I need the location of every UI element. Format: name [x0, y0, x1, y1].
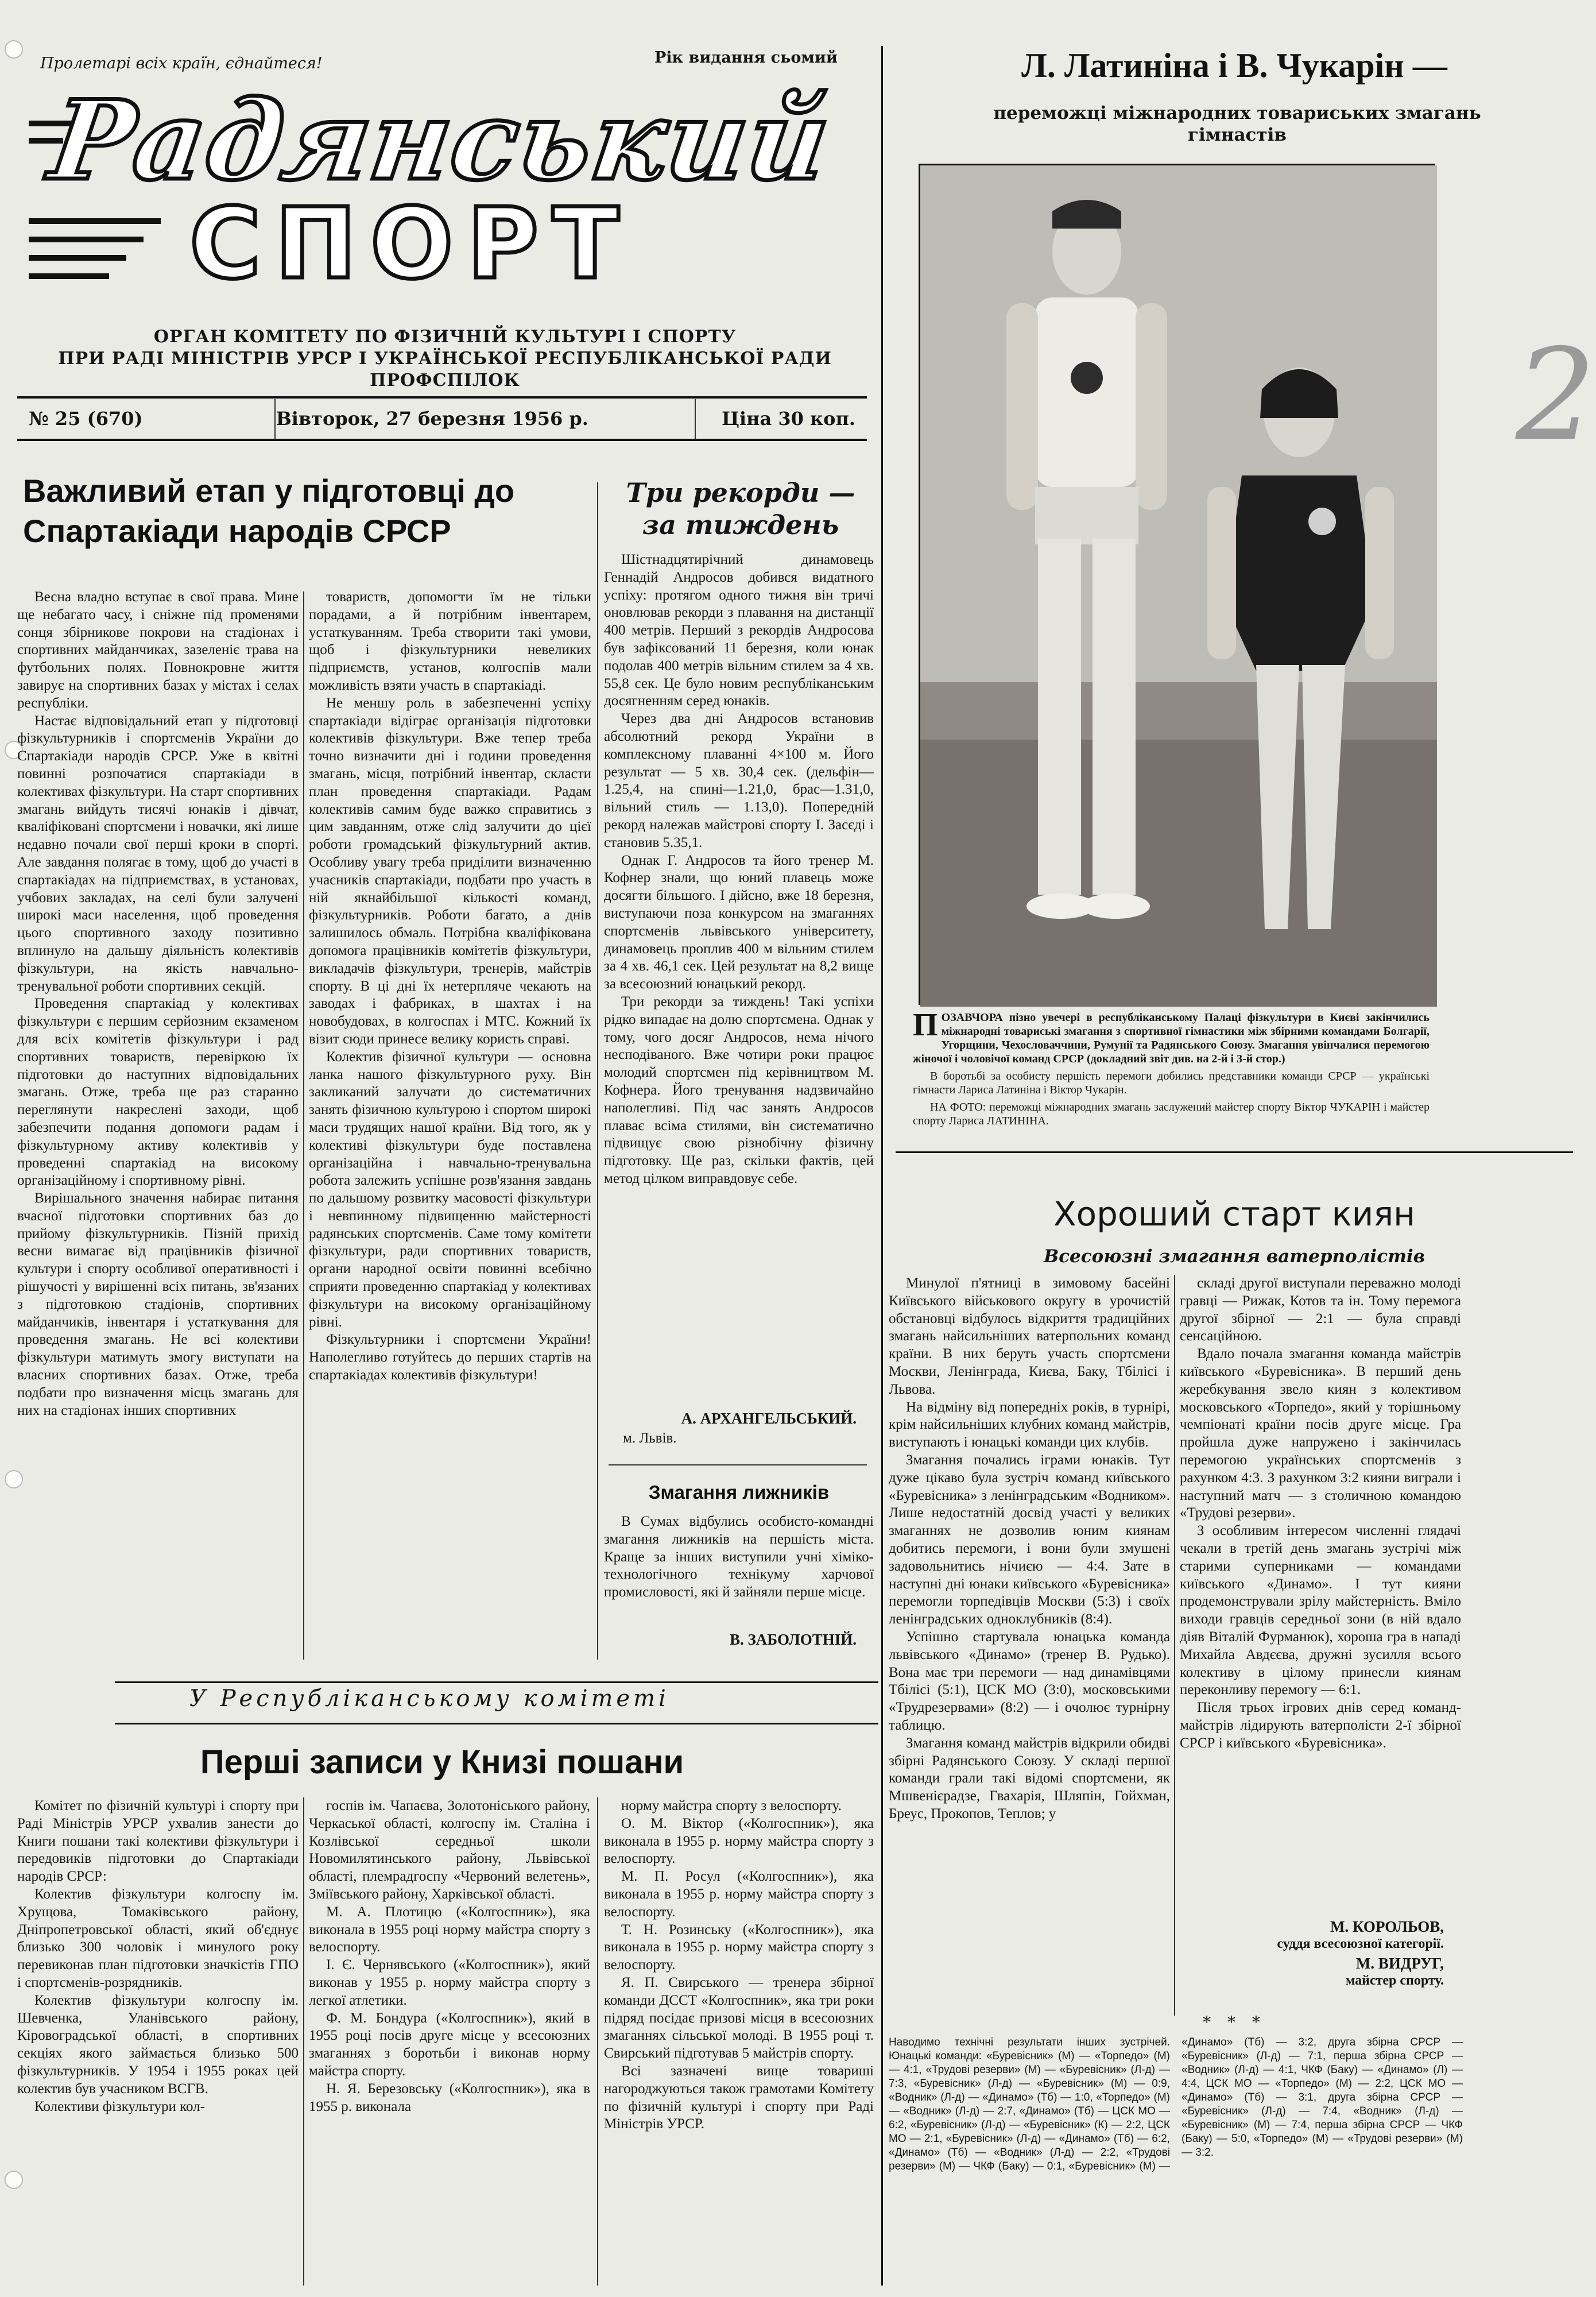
- paragraph: Н. Я. Березовську («Колгоспник»), яка в 1955 р. виконала: [309, 2081, 590, 2114]
- waterpolo-col2: [1180, 1275, 1461, 1907]
- masthead-title-line1: Радянський: [42, 76, 838, 204]
- waterpolo-col1: [889, 1275, 1170, 2016]
- pencil-mark: 2: [1516, 322, 1596, 469]
- spartakiad-headline: Важливий етап у підготовці до Спартакіади народів СРСР: [23, 473, 515, 549]
- gymnasts-photo: [919, 164, 1435, 1005]
- paragraph: Проведення спартакіад у колективах фізкультури є першим серйозним екзаменом для всіх комітетів фізкультури і рад спортивних товариств, перевіркою їх підготовки до наступних відповідальних змагань. Отже, треба ще раз старанно переглянути накреслені заходи, щоб забезпечити подання допомоги радам і фізкультурному активу колективів у проведенні спартакіад на високому організаційному і спортивному рівні.: [17, 996, 299, 1189]
- paragraph: В Сумах відбулись особисто-командні змагання лижників на першість міста. Краще за інших виступили учні хіміко-технологічного технікуму харчової промисловості, які й зайняли перше місце.: [604, 1514, 874, 1600]
- waterpolo-subheadline: Всесоюзні змагання ватерполістів: [1043, 1246, 1425, 1267]
- waterpolo-headline: Хороший старт киян: [1053, 1194, 1416, 1233]
- gymnasts-headline: Л. Латиніна і В. Чукарін —: [1021, 47, 1447, 84]
- committee-headline: Перші записи у Книзі пошани: [200, 1743, 684, 1781]
- paragraph: Успішно стартувала юнацька команда львівського «Динамо» (тренер В. Рудько). Вона має три перемоги — над динамівцями Тбілісі (5:1), ЦСК МО (3:0), московськими «Трудрезервами» (8:2) — і очолює турнірну таблицю.: [889, 1629, 1170, 1733]
- paragraph: Всі зазначені вище товариші нагороджуються також грамотами Комітету по фізичній культурі і спорту при Раді Міністрів УРСР.: [604, 2063, 874, 2132]
- stars-divider: * * *: [1203, 2013, 1266, 2032]
- caption-text: ОЗАВЧОРА пізно увечері в республіканському Палаці фізкультури в Києві закінчились міжнародні товариські змагання з спортивної гімнастики між збірними командами Болгарії, Угорщини, Чехословаччини, Румунії та Радянського Союзу. Змагання увінчалися перемогою жіночої і чоловічої команд СРСР (докладний звіт див. на 2-й і 3-й стор.): [913, 1011, 1430, 1065]
- waterpolo-signature-2-role: майстер спорту.: [1345, 1973, 1444, 1988]
- paragraph: Весна владно вступає в свої права. Мине ще небагато часу, і сніжне під променями сонця збірникове покрови на стадіонах і спортивних майданчиках, зазеленіє трава на футбольних полях. Повнокровне життя завирує на спортивних базах у містах і селах республіки.: [17, 589, 299, 711]
- paragraph: Настає відповідальний етап у підготовці фізкультурників і спортсменів України до Спартакіади народів СРСР. Уже в квітні повинні розпочатися спартакіади в колективах фізкультури. На старт спортивних змагань вийдуть тисячі юнаків і дівчат, кваліфіковані спортсмени і новачки, які лише недавно почали свої перші кроки в спорті. Але завдання полягає в тому, щоб до участі в спартакіадах на підприємствах, в установах, учбових закладах, на селі були залучені широкі маси населення, щоб проведення цього спортивного заходу позитивно вплинуло на дальшу діяльність колективів фізкультури, на якість навчально-тренувальної роботи спортивних секцій.: [17, 713, 299, 994]
- caption-paragraph: НА ФОТО: переможці міжнародних змагань заслужений майстер спорту Віктор ЧУКАРІН і майстер спорту Лариса ЛАТИНІНА.: [913, 1101, 1430, 1127]
- caption-paragraph: [913, 1007, 1430, 1066]
- paragraph: товариств, допомогти їм не тільки порадами, а й потрібним інвентарем, устаткуванням. Треба створити такі умови, щоб і фізкультурники невеликих підприємств, установ, колгоспів мали можливість взяти участь в спартакіаді.: [309, 589, 591, 693]
- committee-kicker: У Республіканському комітеті: [189, 1685, 669, 1712]
- paragraph: О. М. Віктор («Колгоспник»), яка виконала в 1955 р. норму майстра спорту з велоспорту.: [604, 1815, 874, 1867]
- paragraph: Фізкультурники і спортсмени України! Наполегливо готуйтесь до перших стартів на спартакіадах колективів фізкультури!: [309, 1332, 591, 1383]
- paragraph: Змагання почались іграми юнаків. Тут дуже цікаво була зустріч команд київського «Буревісника» з ленінградським «Водником». Лише недостатній досвід участі у великих змаганнях не дозволив юним киянам добитись перемоги, і вони були змушені задовольнитись нічиєю — 4:4. Зате в наступні дні юнаки київського «Буревісника» перемогли торпедівців Москви (5:3) і своїх ленінградських одноклубників (8:4).: [889, 1452, 1170, 1627]
- photo-athletes-illustration: [920, 165, 1437, 1007]
- year-line: Рік видання сьомий: [654, 49, 838, 67]
- organ-line: [23, 326, 867, 392]
- punch-hole: [5, 40, 23, 59]
- paragraph: Ф. М. Бондура («Колгоспник»), який в 1955 році посів друге місце у всесоюзних змаганнях з боротьби і виконав норму майстра спорту.: [309, 2010, 590, 2079]
- waterpolo-results: Наводимо технічні результати інших зустрічей. Юнацькі команди: «Буревісник» (М) — «Торпедо» (М) — 4:1, «Трудові резерви» (М) — «Буревісник» (Л-д) — 7:3, «Буревісник» (Л-д) — «Буревісник» (М) — 0:9, «Водник» (Л-д) — «Динамо» (Тб) — 1:0, «Торпедо» (М) — «Водник» (Л-д) — 2:7, «Динамо» (Тб) — ЦСК МО — 6:2, «Буревісник» (Л-д) — «Буревісник» (К) — 2:2, ЦСК МО — 2:1, «Буревісник» (Л-д) — «Динамо» (Тб) — 6:2, «Динамо» (Тб) — «Водник» (Л-д) — 2:2, «Трудові резерви» (М) — ЧКФ (Баку) — 0:1, «Буревісник» (М) — «Динамо» (Тб) — 3:2, друга збірна СРСР — «Буревісник» (Л-д) — 7:1, перша збірна СРСР — «Водник» (Л-д) — 4:1, ЧКФ (Баку) — «Динамо» (Л) — 4:4, ЦСК МО — «Торпедо» (М) — 2:2, ЦСК МО — «Динамо» (Тб) — 3:1, друга збірна СРСР — «Буревісник» (Л-д) — 7:4, «Водник» (Л-д) — «Буревісник» (М) — 7:4, перша збірна СРСР — ЧКФ (Баку) — 5:0, «Торпедо» (М) — «Трудові резерви» (М) — 3:2.: [889, 2036, 1463, 2172]
- paragraph: Колектив фізкультури колгоспу ім. Хрущова, Томаківського району, Дніпропетровської області, який об'єднує близько 300 чоловік і минулого року перевиконав план підготовки значкістів ГПО і спортсменів-розрядників.: [17, 1886, 299, 1990]
- gymnasts-subheadline: переможці міжнародних товариських змагань гімнастів: [993, 103, 1481, 145]
- paragraph: З особливим інтересом численні глядачі чекали в третій день змагань зустрічі між старими суперниками — командами київського «Динамо». І тут кияни продемонстрували зрілу майстерність. Вміло виходи гравців середньої зони (в ній вдало діяв Віталій Фурманюк), хороша гра в нападі Михайла Авдєєва, дружні зусилля всього колективу в цілому принесли киянам переконливу перемогу — 6:1.: [1180, 1523, 1461, 1698]
- paragraph: Після трьох ігрових днів серед команд-майстрів лідирують ватерполісти 2-ї збірної СРСР і київського «Буревісника».: [1180, 1700, 1461, 1751]
- issue-price: Ціна 30 коп.: [721, 408, 855, 430]
- paragraph: І. Є. Чернявського («Колгоспник»), який виконав у 1955 р. норму майстра спорту з легкої атлетики.: [309, 1957, 590, 2008]
- gymnasts-caption: [913, 1007, 1430, 1134]
- paragraph: Колектив фізкультури колгоспу ім. Шевченка, Уланівського району, Кіровоградської області, в спортивних секціях якого займається близько 500 фізкультурників. У 1954 і 1955 роках цей колектив був учасником ВСГВ.: [17, 1992, 299, 2097]
- paragraph: норму майстра спорту з велоспорту.: [621, 1798, 842, 1813]
- records-headline: Три рекорди — за тиждень: [626, 477, 855, 540]
- caption-drop-cap: П: [913, 1007, 938, 1043]
- waterpolo-signature-2: М. ВИДРУГ,: [1355, 1955, 1444, 1972]
- paragraph: Колективи фізкультури кол-: [34, 2098, 205, 2114]
- committee-col3: [604, 1797, 874, 2286]
- paragraph: Вдало почала змагання команда майстрів київського «Буревісника». В перший день жеребкування звело киян з колективом московського «Торпедо», який у торішньому чемпіонаті країни посів друге місце. Гра пройшла дуже напружено і закінчилась перемогою українських спортсменів з рахунком 4:3. З рахунком 3:2 кияни виграли і наступний матч — з столичною командою «Трудові резерви».: [1180, 1346, 1461, 1521]
- committee-col2: [309, 1797, 590, 2286]
- paragraph: Я. П. Свирського — тренера збірної команди ДССТ «Колгоспник», яка три роки підряд посідає призові місця в всесоюзних змаганнях сільської молоді. В 1955 році т. Свирський підготував 5 майстрів спорту.: [604, 1974, 874, 2062]
- paragraph: Шістнадцятирічний динамовець Геннадій Андросов добився видатного успіху: протягом одного тижня він тричі оновлював рекорди з плавання на дистанції 400 метрів. Перший з рекордів Андросова був зафіксований 11 березня, коли юнак подолав 400 метрів вільним стилем за 4 хв. 55,8 сек. Це було новим республіканським досягненням серед юнаків.: [604, 552, 874, 709]
- paragraph: Змагання команд майстрів відкрили обидві збірні Радянського Союзу. У складі першої команди грали такі відомі спортсмени, як Мшвенієрадзе, Гвахарія, Шляпін, Гойхман, Бреус, Прокопов, Теплов; у: [889, 1735, 1170, 1822]
- paragraph: Не меншу роль в забезпеченні успіху спартакіади відіграє організація підготовки колективів фізкультури. Вже тепер треба точно визначити дні і години проведення змагань, місця, потрібний інвентар, скласти план проведення спартакіади. Радам колективів самим буде важко справитись з цим завданням, отже слід залучити до цієї роботи громадський фізкультурний актив. Особливу увагу треба приділити визначенню учасників спартакіади, подбати про участь в ній якнайбільшої кількості команд, фізкультурників. Роботи багато, а днів залишилось обмаль. Потрібна кваліфікована допомога працівників комітетів фізкультури, викладачів фізкультури, тренерів, майстрів спорту. В ці дні їх нетерпляче чекають на заводах і фабриках, в шахтах і на новобудовах, в колгоспах і МТС. Кожний їх візит сюди принесе велику користь справі.: [309, 695, 591, 1047]
- paragraph: Через два дні Андросов встановив абсолютний рекорд України в комплексному плаванні 4×100 м. Його результат — 5 хв. 30,4 сек. (дельфін—1.25,4, на спині—1.21,0, брас—1.31,0, вільний стиль — 1.13,0). Попередній рекорд належав майстрові спорту І. Засєді і становив 5.35,1.: [604, 711, 874, 850]
- slogan: Пролетарі всіх країн, єднайтеся!: [40, 55, 323, 72]
- records-signature: А. АРХАНГЕЛЬСЬКИЙ.: [681, 1410, 857, 1427]
- organ-line-2: ПРИ РАДІ МІНІСТРІВ УРСР І УКРАЇНСЬКОЇ РЕСПУБЛІКАНСЬКОЇ РАДИ ПРОФСПІЛОК: [58, 349, 832, 390]
- spartakiad-col2: [309, 589, 591, 1660]
- skiers-signature: В. ЗАБОЛОТНІЙ.: [730, 1631, 857, 1648]
- issue-date: Вівторок, 27 березня 1956 р.: [276, 408, 588, 430]
- spartakiad-col1: [17, 589, 299, 1660]
- paragraph: Три рекорди за тиждень! Такі успіхи рідко випадає на долю спортсмена. Однак у тому, чого досяг Андросов, нема нічого несподіваного. Вже чотири роки працює молодий спортсмен під керівництвом М. Кофнера. Його тренування надзвичайно наполегливі. Під час занять Андросов плаває всіма стилями, він систематично підвищує свою різнобічну фізичну підготовку. Ще раз, скільки фактів, цей метод цілком виправдовує себе.: [604, 993, 874, 1186]
- issue-bar: [17, 396, 867, 441]
- waterpolo-signature-1: М. КОРОЛЬОВ,: [1330, 1918, 1444, 1935]
- paragraph: М. П. Росул («Колгоспник»), яка виконала в 1955 р. норму майстра спорту з велоспорту.: [604, 1869, 874, 1920]
- paragraph: складі другої виступали переважно молоді гравці — Рижак, Котов та ін. Тому перемога другої збірної — 2:1 — була справді сенсаційною.: [1180, 1275, 1461, 1344]
- paragraph: Т. Н. Розинську («Колгоспник»), яка виконала в 1955 р. норму майстра спорту з велоспорту.: [604, 1921, 874, 1973]
- issue-number: № 25 (670): [29, 408, 143, 430]
- paragraph: На відміну від попередніх років, в турнірі, крім найсильніших клубних команд майстрів, виступають і юнацькі команди цих клубів.: [889, 1399, 1170, 1451]
- masthead-logo: [29, 76, 838, 310]
- masthead-title-line2: СПОРТ: [189, 187, 633, 301]
- records-body: [604, 551, 874, 1407]
- caption-paragraph: В боротьбі за особисту першість перемоги добились представники команди СРСР — українські гімнасти Лариса Латиніна і Віктор Чукарін.: [913, 1070, 1430, 1096]
- paragraph: Минулої п'ятниці в зимовому басейні Київського військового округу в урочистій обстановці відбулось відкриття традиційних змагань найсильніших ватерпольних команд країни. В них беруть участь спортсмени Москви, Ленінграда, Києва, Баку, Тбілісі і Львова.: [889, 1275, 1170, 1397]
- skiers-headline: Змагання лижників: [648, 1482, 830, 1503]
- committee-col1: [17, 1797, 299, 2286]
- paragraph: Комітет по фізичній культурі і спорту при Раді Міністрів УРСР ухвалив занести до Книги пошани такі колективи фізкультури і передовиків підготовки до Спартакіади народів СРСР:: [17, 1798, 299, 1885]
- organ-line-1: ОРГАН КОМІТЕТУ ПО ФІЗИЧНІЙ КУЛЬТУРІ І СПОРТУ: [153, 327, 737, 347]
- paragraph: Вирішального значення набирає питання вчасної підготовки спортивних баз до прийому фізкультурників. Пізній прихід весни вимагає від працівників фізичної культури і спорту особливої оперативності і рішучості у вирішенні всіх питань, зв'язаних з підготовкою стадіонів, спортивних майданчиків, інвентаря і устаткування для проведення змагань. Не всі колективи фізкультури матимуть змогу виступати на власних спортивних базах. Отже, треба подбати про визначення місць змагань для них на стадіонах інших спортивних: [17, 1190, 299, 1418]
- skiers-body: [604, 1513, 874, 1622]
- paragraph: госпів ім. Чапаєва, Золотоніського району, Черкаської області, колгоспу ім. Сталіна і Козлівської середньої школи Новомилятинського району, Львівської області, племрадгоспу «Червоний велетень», Зміївського району, Харківської області.: [309, 1798, 590, 1902]
- waterpolo-signature-1-role: суддя всесоюзної категорії.: [1277, 1936, 1444, 1951]
- paragraph: Колектив фізичної культури — основна ланка нашого фізкультурного руху. Він закликаний залучати до систематичних занять фізичною культурою і спортом широкі маси трудящих нашої країни. Від того, як у колективі фізкультури буде поставлена організаційна і навчально-тренувальна робота залежить успішне розв'язання завдань по дальшому розвитку масовості фізкультури і невпинному підвищенню майстерності радянських спортсменів. Саме тому комітети фізкультури, ради спортивних товариств, органи народної освіти повинні всебічно сприяти проведенню спартакіад у колективах фізкультури на високому організаційному рівні.: [309, 1049, 591, 1330]
- paragraph: М. А. Плотицю («Колгоспник»), яка виконала в 1955 році норму майстра спорту з велоспорту.: [309, 1904, 590, 1955]
- records-place: м. Львів.: [623, 1430, 677, 1446]
- paragraph: Однак Г. Андросов та його тренер М. Кофнер знали, що юний плавець може досягти більшого. І дійсно, вже 18 березня, виступаючи поза конкурсом на змаганнях спортсменів львівського університету, динамовець проплив 400 м вільним стилем за 4 хв. 46,1 сек. Цей результат на 8,2 вище за всесоюзний юнацький рекорд.: [604, 852, 874, 992]
